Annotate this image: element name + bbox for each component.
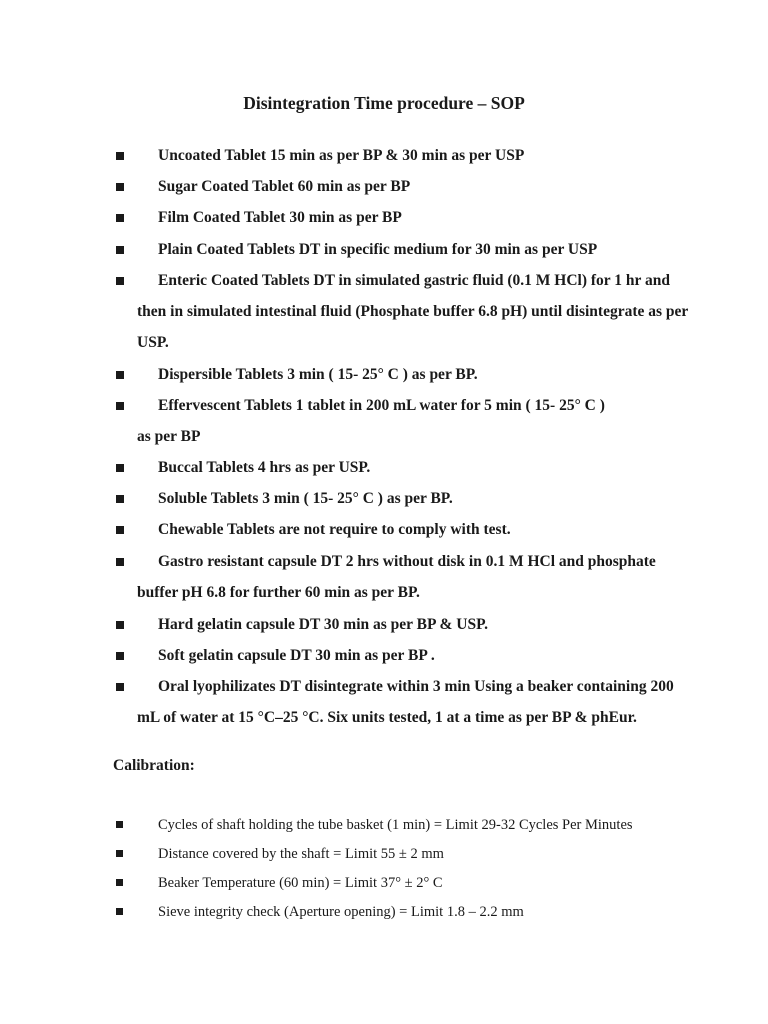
square-bullet-icon [116,495,124,503]
square-bullet-icon [116,526,124,534]
calibration-text: Beaker Temperature (60 min) = Limit 37° ± 2° C [158,875,443,891]
item-text: Buccal Tablets 4 hrs as per USP. [158,459,371,476]
square-bullet-icon [116,277,124,285]
square-bullet-icon [116,371,124,379]
item-text: Effervescent Tablets 1 tablet in 200 mL water for 5 min ( 15- 25° C ) [158,397,605,414]
item-text: Soft gelatin capsule DT 30 min as per BP . [158,647,435,664]
item-text: Hard gelatin capsule DT 30 min as per BP & USP. [158,616,488,633]
item-text: Film Coated Tablet 30 min as per BP [158,209,402,226]
page-title: Disintegration Time procedure – SOP [243,93,525,113]
square-bullet-icon [116,558,124,566]
square-bullet-icon [116,183,124,191]
item-text: Oral lyophilizates DT disintegrate within 3 min Using a beaker containing 200 [158,678,674,695]
square-bullet-icon [116,652,124,660]
square-bullet-icon [116,850,123,857]
square-bullet-icon [116,214,124,222]
calibration-text: Distance covered by the shaft = Limit 55 ± 2 mm [158,846,444,862]
calibration-heading: Calibration: [113,757,195,774]
item-text: Gastro resistant capsule DT 2 hrs without disk in 0.1 M HCl and phosphate [158,553,656,570]
calibration-text: Sieve integrity check (Aperture opening) = Limit 1.8 – 2.2 mm [158,904,524,920]
item-text-continued: as per BP [137,428,201,445]
square-bullet-icon [116,402,124,410]
calibration-text: Cycles of shaft holding the tube basket (1 min) = Limit 29-32 Cycles Per Minutes [158,817,633,833]
item-text: Enteric Coated Tablets DT in simulated gastric fluid (0.1 M HCl) for 1 hr and [158,272,670,289]
square-bullet-icon [116,152,124,160]
square-bullet-icon [116,246,124,254]
square-bullet-icon [116,683,124,691]
item-text: Soluble Tablets 3 min ( 15- 25° C ) as per BP. [158,490,453,507]
item-text: Plain Coated Tablets DT in specific medium for 30 min as per USP [158,241,598,258]
item-text: Sugar Coated Tablet 60 min as per BP [158,178,411,195]
item-text-continued: mL of water at 15 °C–25 °C. Six units tested, 1 at a time as per BP & phEur. [137,709,637,726]
item-text: Uncoated Tablet 15 min as per BP & 30 min as per USP [158,147,525,164]
square-bullet-icon [116,821,123,828]
square-bullet-icon [116,464,124,472]
square-bullet-icon [116,908,123,915]
item-text-continued: then in simulated intestinal fluid (Phosphate buffer 6.8 pH) until disintegrate as per [137,303,689,320]
square-bullet-icon [116,621,124,629]
item-text: Dispersible Tablets 3 min ( 15- 25° C ) as per BP. [158,366,478,383]
square-bullet-icon [116,879,123,886]
item-text: Chewable Tablets are not require to comply with test. [158,521,511,538]
item-text-continued: buffer pH 6.8 for further 60 min as per BP. [137,584,420,601]
item-text-continued: USP. [137,334,169,351]
